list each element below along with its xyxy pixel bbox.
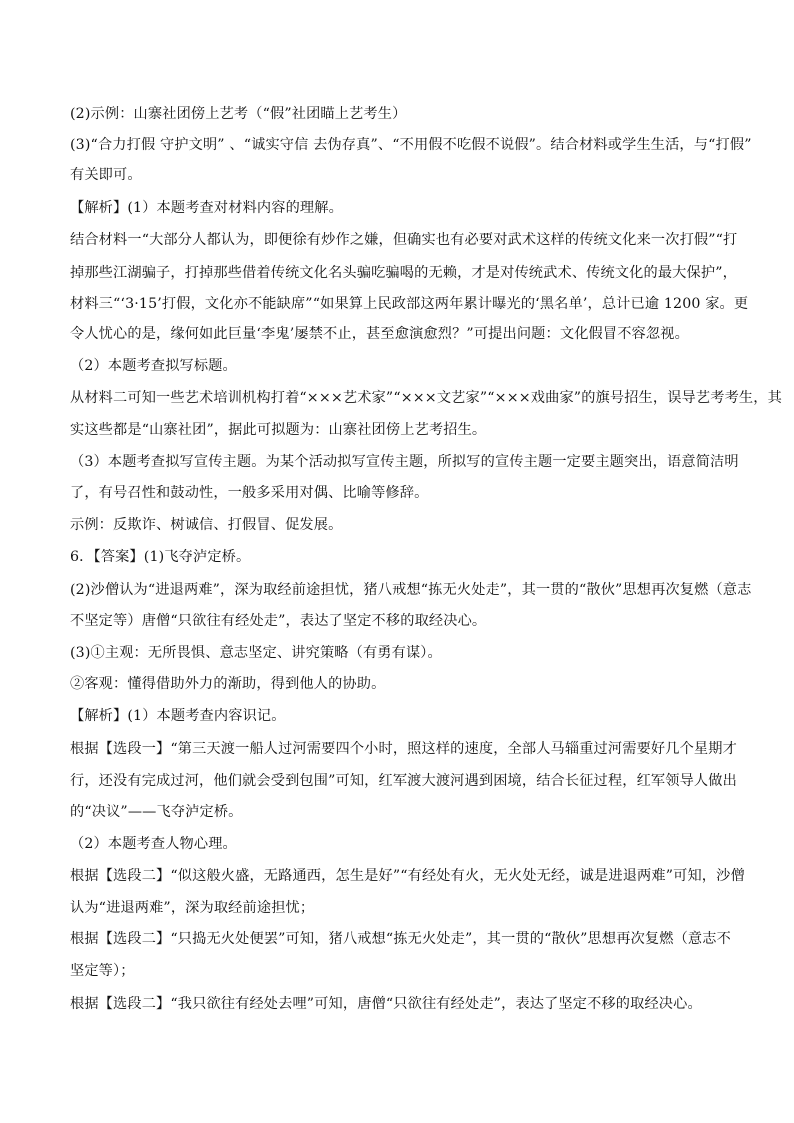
q6-analysis-1-text: 行，还没有完成过河，他们就会受到包围”可知，红军渡大渡河遇到困境，结合长征过程，红军领导人做出: [70, 773, 737, 789]
question-6-answer-2: 不坚定等）唐僧“只欲往有经处走”，表达了坚定不移的取经决心。: [70, 613, 487, 629]
answer-3-slogans: (3)“合力打假 守护文明” 、“诚实守信 去伪存真”、“不用假不吃假不说假”。结合材料或学生生活，与“打假”: [70, 137, 752, 153]
analysis-2-text: 从材料二可知一些艺术培训机构打着“×××艺术家”“×××文艺家”“×××戏曲家”的旗号招生，误导艺考考生，其: [70, 390, 782, 406]
q6-analysis-2-text: 根据【选段二】“我只欲往有经处去哩”可知，唐僧“只欲往有经处走”，表达了坚定不移的取经决心。: [70, 996, 702, 1012]
analysis-1-text: 结合材料一“大部分人都认为，即便徐有炒作之嫌，但确实也有必要对武术这样的传统文化来一次打假”“打: [70, 232, 738, 248]
analysis-3-example: 示例：反欺诈、树诚信、打假冒、促发展。: [70, 517, 343, 533]
q6-analysis-1-heading: 【解析】(1）本题考查内容识记。: [70, 708, 286, 724]
analysis-3-text: 了，有号召性和鼓动性，一般多采用对偶、比喻等修辞。: [70, 485, 429, 501]
q6-analysis-2-text: 根据【选段二】“只捣无火处便罢”可知，猪八戒想“拣无火处走”，其一贯的“散伙”思想再次复燃（意志不: [70, 931, 731, 947]
analysis-3-heading: （3）本题考查拟写宣传主题。为某个活动拟写宣传主题，所拟写的宣传主题一定要主题突出，语意简洁明: [70, 454, 739, 470]
q6-analysis-2-text: 认为“进退两难”，深为取经前途担忧；: [70, 900, 315, 916]
question-6-answer-3: (3)①主观：无所畏惧、意志坚定、讲究策略（有勇有谋）。: [70, 645, 442, 661]
analysis-1-heading: 【解析】(1）本题考查对材料内容的理解。: [70, 200, 343, 216]
analysis-1-text: 令人忧心的是，缘何如此巨量‘李鬼’屡禁不止，甚至愈演愈烈？”可提出问题：文化假冒不容忽视。: [70, 326, 689, 342]
answer-3-slogans-cont: 有关即可。: [70, 167, 142, 183]
question-6-answer-2: (2)沙僧认为“进退两难”，深为取经前途担忧，猪八戒想“拣无火处走”，其一贯的“散伙”思想再次复燃（意志: [70, 582, 752, 598]
analysis-1-text: 掉那些江湖骗子，打掉那些借着传统文化名头骗吃骗喝的无赖，才是对传统武术、传统文化的最大保护”，: [70, 265, 737, 281]
q6-analysis-2-text: 坚定等）；: [70, 963, 135, 979]
q6-analysis-1-text: 根据【选段一】“第三天渡一船人过河需要四个小时，照这样的速度，全部人马辎重过河需要好几个星期才: [70, 741, 737, 757]
question-6-answer-3: ②客观：懂得借助外力的渐助，得到他人的协助。: [70, 676, 386, 692]
analysis-1-text: 材料三“‘3·15’打假，文化亦不能缺席”“如果算上民政部这两年累计曝光的‘黑名单’，总计已逾 1200 家。更: [70, 296, 749, 312]
q6-analysis-1-text: 的“决议”——飞夺泸定桥。: [70, 804, 243, 820]
question-6-answer: 6．【答案】(1)飞夺泸定桥。: [70, 549, 251, 565]
q6-analysis-2-heading: （2）本题考查人物心理。: [70, 836, 237, 852]
analysis-2-heading: （2）本题考查拟写标题。: [70, 358, 237, 374]
q6-analysis-2-text: 根据【选段二】“似这般火盛，无路通西，怎生是好”“有经处有火，无火处无经，诚是进退两难”可知，沙僧: [70, 868, 745, 884]
answer-2-example: (2)示例：山寨社团傍上艺考（“假”社团瞄上艺考生）: [70, 106, 407, 122]
analysis-2-text: 实这些都是“山寨社团”，据此可拟题为：山寨社团傍上艺考招生。: [70, 422, 487, 438]
